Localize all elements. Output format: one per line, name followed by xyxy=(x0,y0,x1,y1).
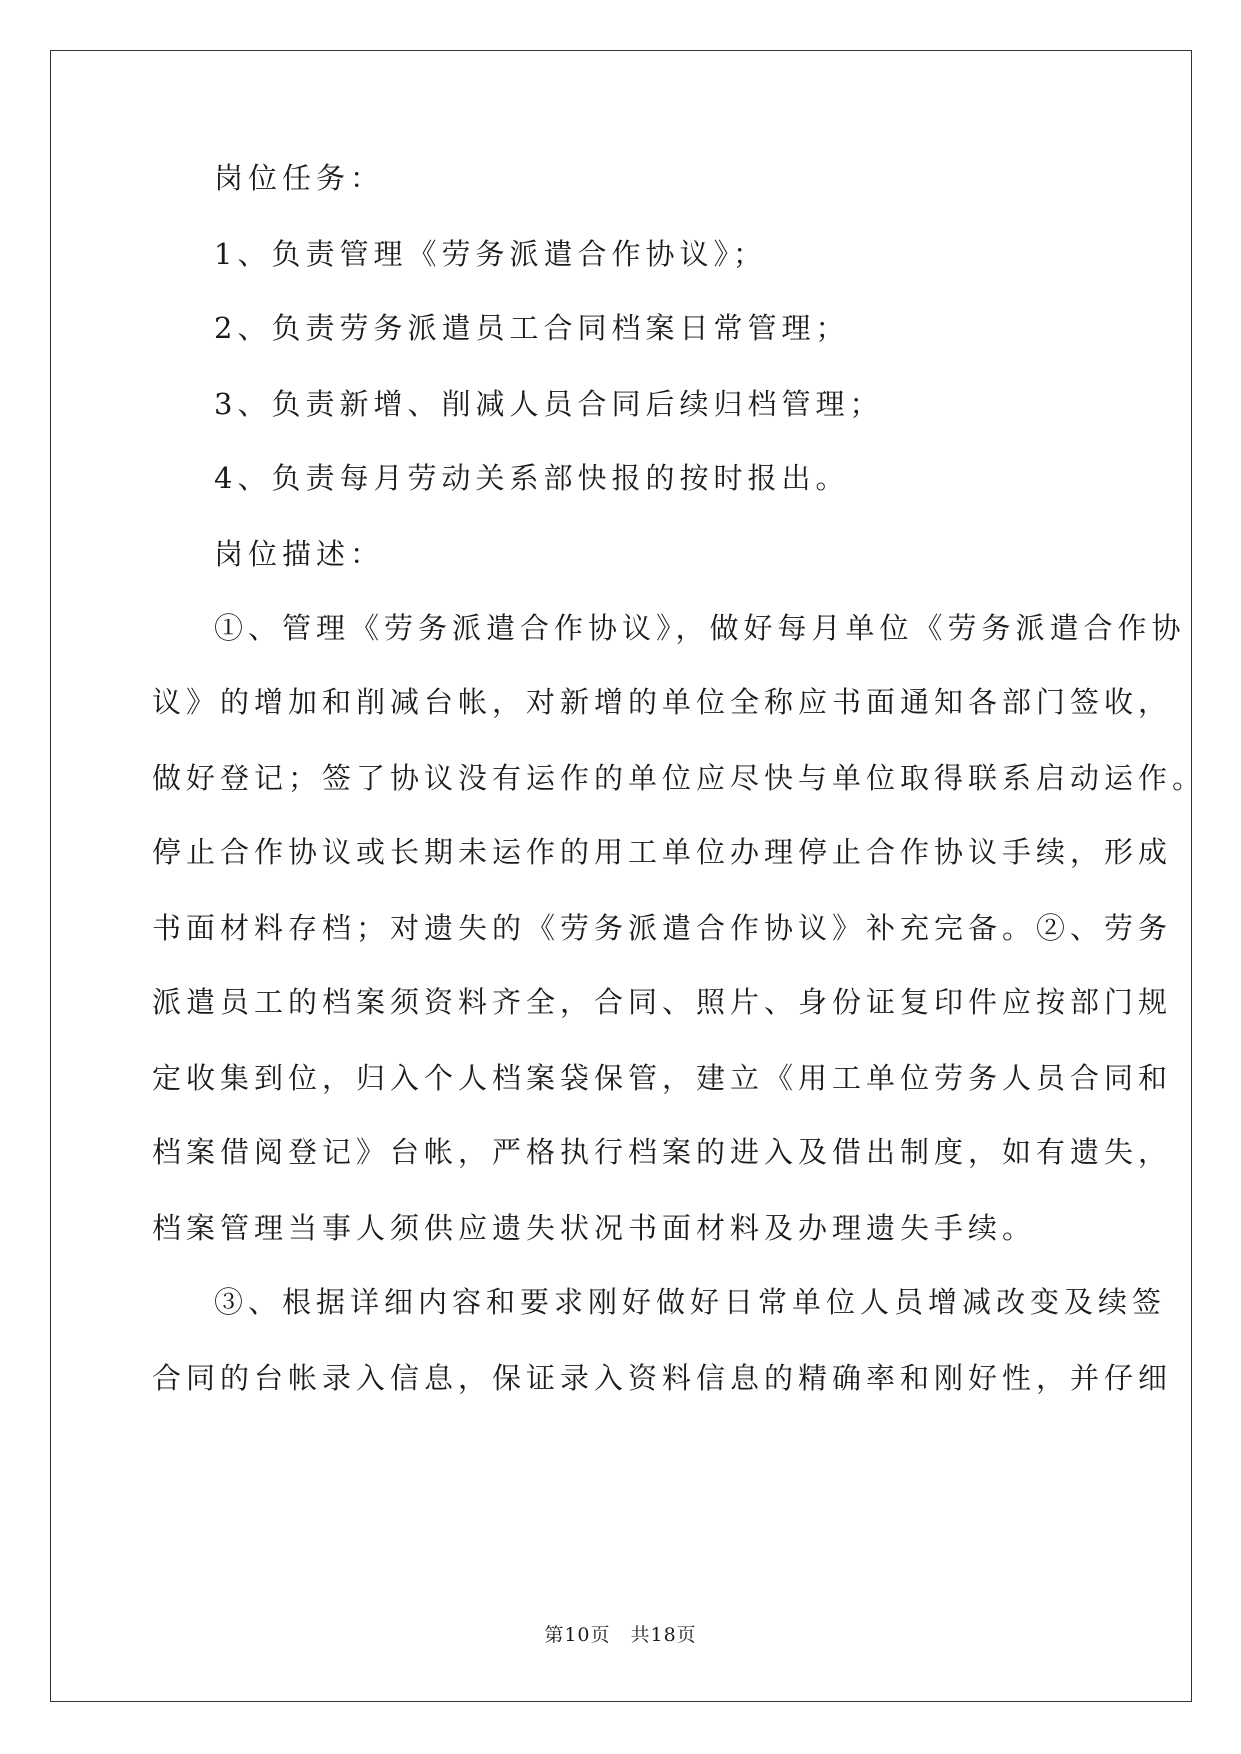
description-line: 档案借阅登记》台帐，严格执行档案的进入及借出制度，如有遗失， xyxy=(152,1135,1173,1169)
task-item-1: 1、负责管理《劳务派遣合作协议》； xyxy=(214,237,767,271)
description-line: ③、根据详细内容和要求刚好做好日常单位人员增减改变及续签 xyxy=(214,1285,1167,1319)
task-item-2: 2、负责劳务派遣员工合同档案日常管理； xyxy=(214,311,850,345)
section-heading-description: 岗位描述： xyxy=(214,537,385,571)
description-line: 做好登记；签了协议没有运作的单位应尽快与单位取得联系启动运作。 xyxy=(152,761,1207,795)
description-line: 书面材料存档；对遗失的《劳务派遣合作协议》补充完备。②、劳务 xyxy=(152,911,1173,945)
description-line: 派遣员工的档案须资料齐全，合同、照片、身份证复印件应按部门规 xyxy=(152,985,1173,1019)
description-line: 档案管理当事人须供应遗失状况书面材料及办理遗失手续。 xyxy=(152,1211,1037,1245)
task-item-3: 3、负责新增、削减人员合同后续归档管理； xyxy=(214,387,884,421)
description-line: 合同的台帐录入信息，保证录入资料信息的精确率和刚好性，并仔细 xyxy=(152,1361,1173,1395)
description-line: ①、管理《劳务派遣合作协议》，做好每月单位《劳务派遣合作协 xyxy=(214,611,1186,645)
page-number: 第10页 共18页 xyxy=(544,1624,697,1646)
task-item-4: 4、负责每月劳动关系部快报的按时报出。 xyxy=(214,461,850,495)
section-heading-tasks: 岗位任务： xyxy=(214,161,385,195)
description-line: 议》的增加和削减台帐，对新增的单位全称应书面通知各部门签收， xyxy=(152,685,1173,719)
description-line: 停止合作协议或长期未运作的用工单位办理停止合作协议手续，形成 xyxy=(152,835,1173,869)
page-border xyxy=(50,50,1192,1702)
description-line: 定收集到位，归入个人档案袋保管，建立《用工单位劳务人员合同和 xyxy=(152,1061,1173,1095)
